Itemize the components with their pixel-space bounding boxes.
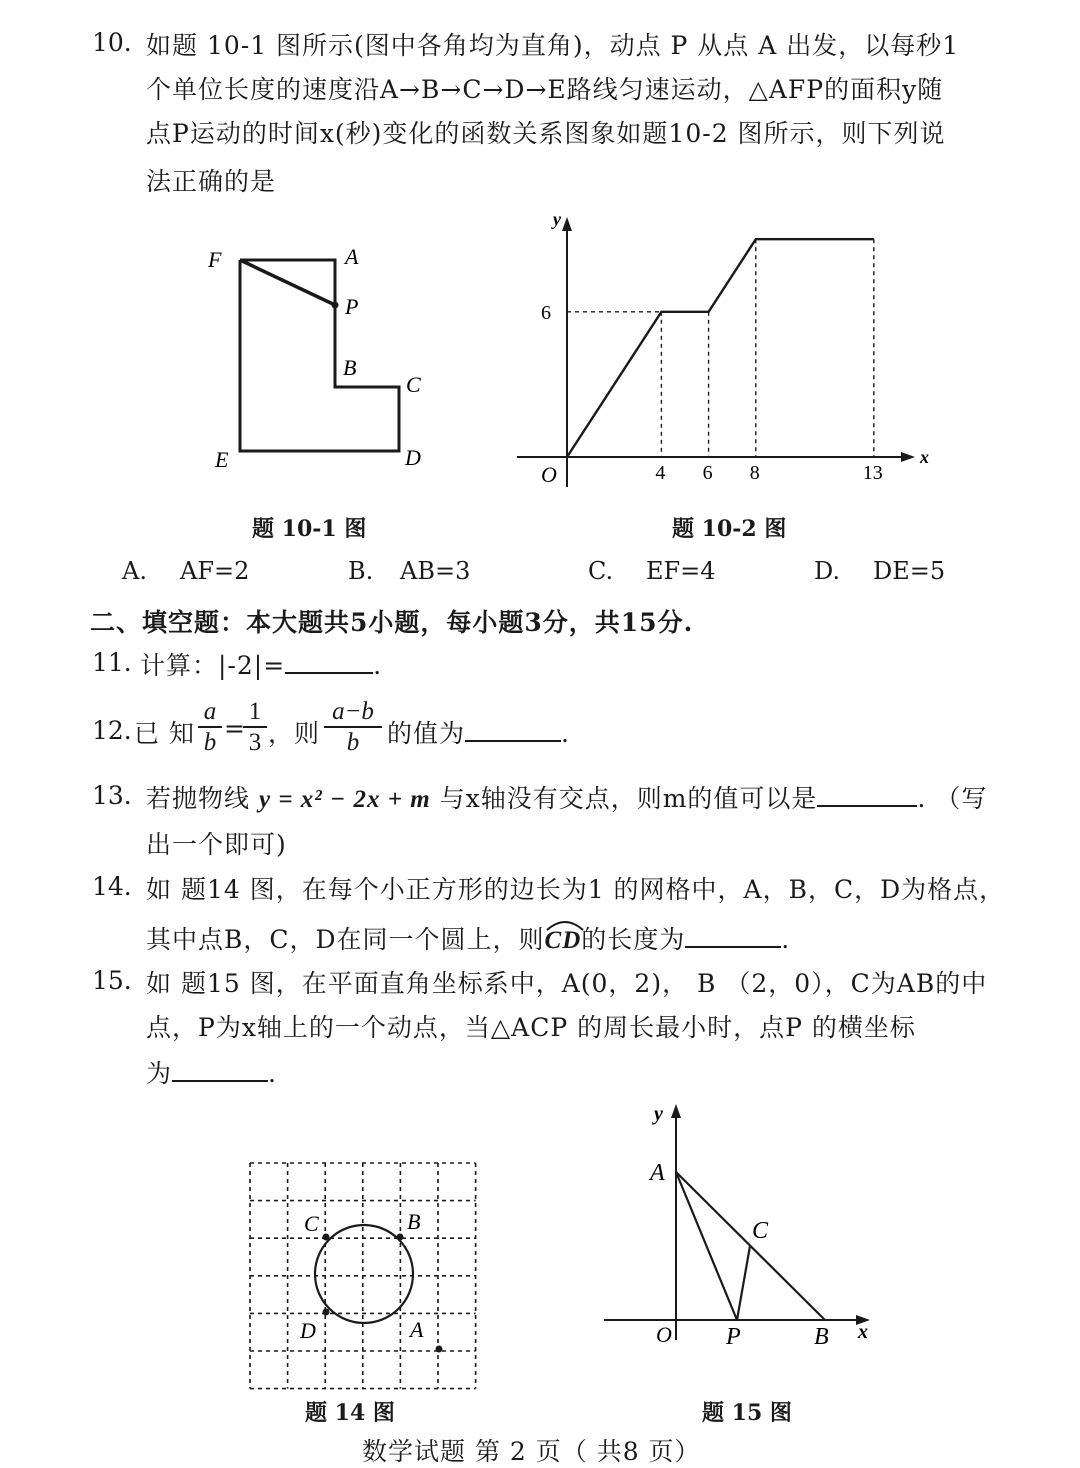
- chart-x-label: x: [920, 447, 929, 467]
- q15-answer-blank[interactable]: [172, 1060, 268, 1082]
- q14-number: 14.: [92, 872, 132, 901]
- q12-mid: ，则: [268, 719, 321, 748]
- q11-text: 计算：|-2|= .: [140, 651, 383, 680]
- option-d-letter: D.: [814, 557, 841, 585]
- q12-fraction-a-b: $\frac{a}{b}$: [198, 698, 222, 758]
- figure-15: [600, 1100, 880, 1350]
- fig1-label-D: D: [405, 445, 421, 470]
- fig-10-2-caption: 题 10-2 图: [672, 516, 787, 542]
- section-2-title: 二、填空题：本大题共5小题，每小题3分，共15分.: [90, 608, 694, 637]
- option-c-text: EF=4: [646, 557, 716, 585]
- chart-y-arrow: [562, 217, 572, 231]
- q15-number: 15.: [92, 966, 132, 995]
- q12-number: 12.: [92, 716, 132, 745]
- fig15-label-x: x: [858, 1321, 868, 1343]
- fig15-label-B: B: [814, 1324, 829, 1350]
- fig14-label-A: A: [410, 1317, 424, 1342]
- q10-line3: 点P运动的时间x(秒)变化的函数关系图象如题10-2 图所示，则下列说: [146, 119, 946, 148]
- q14-answer-blank[interactable]: [685, 926, 781, 948]
- chart-x-tick: 13: [862, 462, 883, 484]
- q10-line2: 个单位长度的速度沿A→B→C→D→E路线匀速运动，△AFP的面积y随: [146, 75, 944, 104]
- chart-x-tick: 6: [702, 462, 713, 484]
- fig15-label-A: A: [650, 1160, 665, 1186]
- q15-line1: 如 题15 图，在平面直角坐标系中，A(0，2)， B （2，0），C为AB的中: [146, 969, 988, 998]
- option-b-text: AB=3: [400, 557, 471, 585]
- q13-answer-blank[interactable]: [817, 785, 917, 807]
- fig14-label-C: C: [304, 1211, 319, 1236]
- fig-14-caption: 题 14 图: [305, 1400, 395, 1426]
- fig-10-1-caption: 题 10-1 图: [252, 516, 367, 542]
- fig14-label-B: B: [407, 1209, 421, 1234]
- fig15-label-C: C: [752, 1218, 769, 1244]
- q14-line1: 如 题14 图，在每个小正方形的边长为1 的网格中，A，B，C，D为格点，: [146, 875, 1006, 904]
- q11-number: 11.: [92, 648, 132, 677]
- fig1-label-A: A: [345, 244, 359, 269]
- q14-arc-cd: CD: [545, 927, 582, 955]
- chart-x-tick: 4: [655, 462, 666, 484]
- figure-10-2-chart: [505, 205, 935, 495]
- q12-suffix: 的值为 .: [387, 719, 570, 748]
- option-a-letter: A.: [122, 557, 147, 585]
- chart-x-tick: 8: [749, 462, 760, 484]
- figure-14: [240, 1155, 490, 1400]
- q15-line2: 点，P为x轴上的一个动点，当△ACP 的周长最小时，点P 的横坐标: [146, 1013, 916, 1042]
- option-b-letter: B.: [348, 557, 374, 585]
- q11-answer-blank[interactable]: [285, 652, 373, 674]
- option-c-letter: C.: [588, 557, 614, 585]
- q13-line2: 出一个即可): [146, 830, 287, 859]
- fig1-label-C: C: [406, 372, 421, 397]
- q15-line3: 为 .: [146, 1059, 277, 1088]
- chart-y-label: y: [553, 209, 561, 229]
- q12-fraction-1-3: $\frac{1}{3}$: [243, 698, 267, 758]
- chart-x-arrow: [901, 452, 915, 462]
- fig1-label-E: E: [215, 447, 229, 472]
- q12-prefix: 已 知: [134, 719, 195, 748]
- q10-line1: 如题 10-1 图所示(图中各角均为直角)，动点 P 从点 A 出发，以每秒1: [146, 31, 960, 60]
- q12-fraction-a-minus-b: $\frac{a-b}{b}$: [324, 698, 382, 758]
- fig1-label-P: P: [345, 294, 359, 319]
- fig1-label-F: F: [208, 247, 222, 272]
- option-d-text: DE=5: [873, 557, 946, 585]
- chart-series-line: [567, 239, 874, 457]
- q12-equals: =: [224, 714, 246, 743]
- q13-line1: 若抛物线 y = x² − 2x + m 与x轴没有交点，则m的值可以是 . （写: [146, 784, 988, 813]
- q12-answer-blank[interactable]: [465, 720, 561, 742]
- fig1-label-B: B: [343, 355, 357, 380]
- fig-15-caption: 题 15 图: [702, 1400, 792, 1426]
- chart-y-tick: 6: [541, 301, 551, 324]
- fig14-label-D: D: [300, 1318, 316, 1343]
- q10-line4: 法正确的是: [146, 167, 277, 196]
- q13-number: 13.: [92, 781, 132, 810]
- q10-number: 10.: [92, 28, 132, 57]
- chart-origin-label: O: [541, 462, 557, 487]
- fig15-label-P: P: [726, 1324, 741, 1350]
- option-a-text: AF=2: [180, 557, 250, 585]
- q14-line2: 其中点B，C，D在同一个圆上，则 CD的长度为 .: [146, 920, 790, 956]
- fig15-label-y: y: [654, 1103, 663, 1125]
- page-footer: 数学试题 第 2 页（ 共8 页）: [362, 1437, 701, 1466]
- fig15-label-O: O: [656, 1322, 672, 1347]
- figure-10-1: [195, 235, 445, 485]
